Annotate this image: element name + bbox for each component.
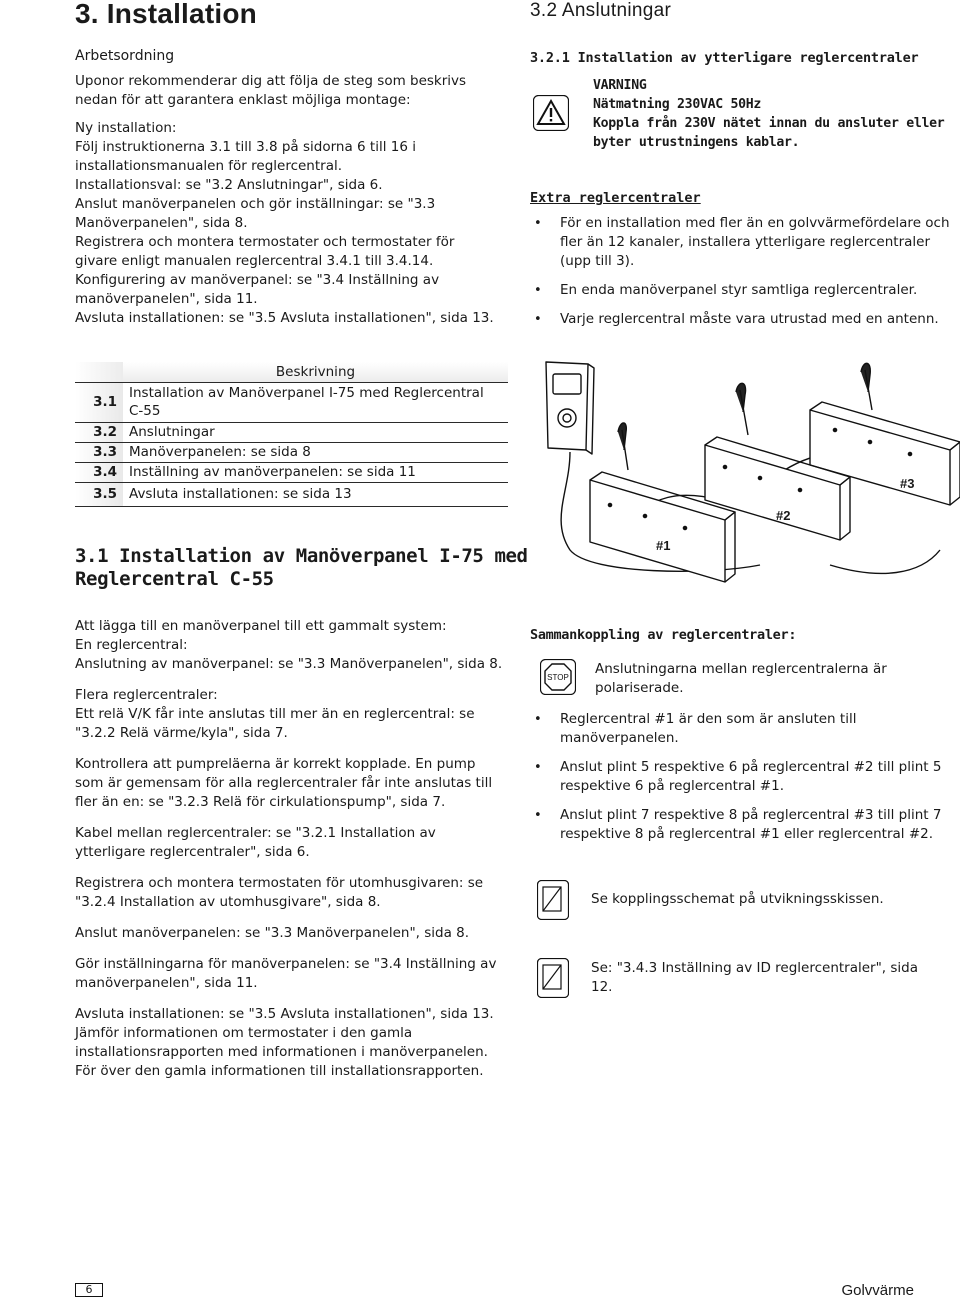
table-row: 3.5 Avsluta installationen: se sida 13 xyxy=(75,482,508,506)
list-item: • Varje reglercentral måste vara utrustad med en antenn. xyxy=(530,310,960,329)
list-item: • Anslut plint 7 respektive 8 på reglercentral #3 till plint 7 respektive 8 på reglercentral #1 eller reglercentral #2. xyxy=(530,806,960,844)
list-item: • För en installation med fler än en golvvärmefördelare och fler än 12 kanaler, installera ytterligare reglercentraler (upp till 3). xyxy=(530,214,960,271)
page-title: 3. Installation xyxy=(75,0,257,29)
note-id-settings: Se: "3.4.3 Inställning av ID reglercentraler", sida 12. xyxy=(591,960,919,995)
step-line: Avsluta installationen: se "3.5 Avsluta installationen", sida 13. xyxy=(75,310,494,326)
section-3-1-title: 3.1 Installation av Manöverpanel I-75 med Reglercentral C-55 xyxy=(75,545,528,590)
step-line: Anslut manöverpanelen och gör inställningar: se "3.3 Manöverpanelen", sida 8. xyxy=(75,196,436,231)
table-row: 3.1 Installation av Manöverpanel I-75 med Reglercentral C-55 xyxy=(75,382,508,422)
footer-product: Golvvärme xyxy=(841,1282,914,1299)
step-line: Registrera och montera termostater och termostater för givare enligt manualen reglercentral 3.4.1 till 3.4.14. xyxy=(75,234,455,269)
extra-bullets xyxy=(530,214,960,339)
controller-diagram xyxy=(510,350,960,624)
table-row: 3.2 Anslutningar xyxy=(75,422,508,442)
step-line: Ny installation: xyxy=(75,120,177,136)
subsection-title: 3.2.1 Installation av ytterligare reglercentraler xyxy=(530,50,919,66)
warning-text: VARNING Nätmatning 230VAC 50Hz Koppla från 230V nätet innan du ansluter eller byter utrustningens kablar. xyxy=(593,78,945,150)
step-line: Installationsval: se "3.2 Anslutningar", sida 6. xyxy=(75,177,383,193)
list-item: • Reglercentral #1 är den som är ansluten till manöverpanelen. xyxy=(530,710,960,748)
unit-label: #3 xyxy=(900,476,915,491)
page-number: 6 xyxy=(75,1283,103,1297)
document-icon xyxy=(537,958,569,1002)
stop-icon xyxy=(540,659,576,699)
unit-label: #2 xyxy=(776,508,791,523)
new-install-steps xyxy=(75,119,495,328)
description-table xyxy=(75,362,508,507)
table-header: Beskrivning xyxy=(123,362,508,382)
extra-title: Extra reglercentraler xyxy=(530,190,701,206)
note-schematic: Se kopplingsschemat på utvikningsskissen. xyxy=(591,891,884,907)
stop-note: Anslutningarna mellan reglercentralerna är polariserade. xyxy=(595,661,887,696)
intro-text: Uponor rekommenderar dig att följa de steg som beskrivs nedan för att garantera enklast möjliga montage: xyxy=(75,73,467,108)
section-3-2-title: 3.2 Anslutningar xyxy=(530,0,672,21)
list-item: • Anslut plint 5 respektive 6 på reglercentral #2 till plint 5 respektive 6 på reglercentral #1. xyxy=(530,758,960,796)
table-row: 3.4 Inställning av manöverpanelen: se sida 11 xyxy=(75,462,508,482)
section-3-1-body: Att lägga till en manöverpanel till ett gammalt system: En reglercentral: Anslutning av manöverpanel: se "3.3 Manöverpanelen", sida 8. Flera reglercentraler: Ett relä V/K får inte anslutas till mer än en reglercentral: se "3.2.2 Relä värme/kyla", sida 7. Kontrollera att pumpreläerna är korrekt kopplade. En pump som är gemensam för alla reglercentraler får inte anslutas till fler än en: se "3.2.3 Relä för cirkulationspump", sida 7. Kabel mellan reglercentraler: se "3.2.1 Installation av ytterligare reglercentraler", sida 6. Registrera och montera termostaten för utomhusgivaren: se "3.2.4 Installation av utomhusgivare", sida 8. Anslut manöverpanelen: se "3.3 Manöverpanelen", sida 8. Gör inställningarna för manöverpanelen: se "3.4 Inställning av manöverpanelen", sida 11. Avsluta installationen: se "3.5 Avsluta installationen", sida 13. Jämför informationen om termostater i den gamla installationsrapporten med informationen i manöverpanelen. För över den gamla informationen till installationsrapporten. xyxy=(75,618,503,1079)
coupling-title: Sammankoppling av reglercentraler: xyxy=(530,627,797,643)
svg-text:STOP: STOP xyxy=(547,673,569,682)
step-line: Följ instruktionerna 3.1 till 3.8 på sidorna 6 till 16 i installationsmanualen för reglercentral. xyxy=(75,139,416,174)
coupling-bullets xyxy=(530,710,960,854)
unit-label: #1 xyxy=(656,538,671,553)
step-line: Konfigurering av manöverpanel: se "3.4 Inställning av manöverpanelen", sida 11. xyxy=(75,272,440,307)
table-row: 3.3 Manöverpanelen: se sida 8 xyxy=(75,442,508,462)
control-panel-icon xyxy=(546,362,594,454)
section-subtitle: Arbetsordning xyxy=(75,48,175,64)
warning-triangle-icon xyxy=(533,95,569,135)
list-item: • En enda manöverpanel styr samtliga reglercentraler. xyxy=(530,281,960,300)
document-icon xyxy=(537,880,569,924)
